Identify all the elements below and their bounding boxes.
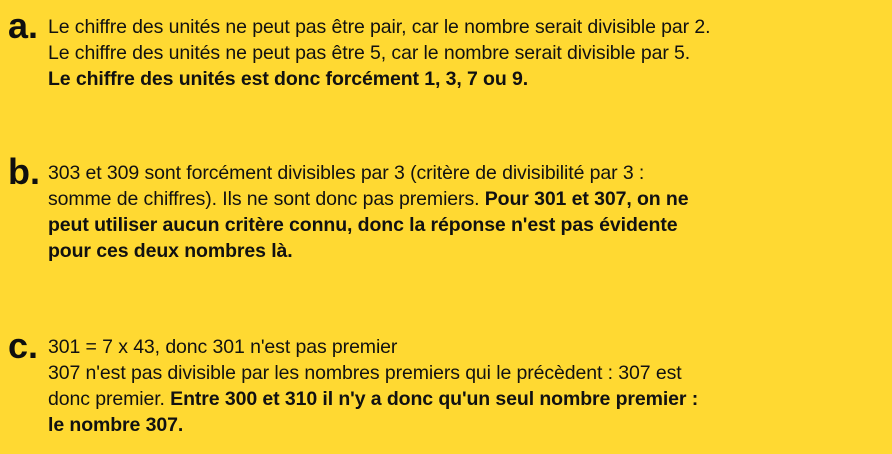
- answer-c-line-1: 301 = 7 x 43, donc 301 n'est pas premier: [48, 336, 398, 358]
- answer-b-line-3: peut utiliser aucun critère connu, donc la réponse n'est pas évidente: [48, 214, 678, 236]
- answer-b-line-2-plain: somme de chiffres). Ils ne sont donc pas premiers.: [48, 188, 485, 210]
- answer-b-line-4: pour ces deux nombres là.: [48, 240, 293, 262]
- answer-c-line-3-bold: Entre 300 et 310 il n'y a donc qu'un seul nombre premier :: [170, 388, 699, 410]
- answer-a-line-1: Le chiffre des unités ne peut pas être pair, car le nombre serait divisible par 2.: [48, 16, 711, 38]
- answer-a-line-2: Le chiffre des unités ne peut pas être 5, car le nombre serait divisible par 5.: [48, 42, 691, 64]
- answer-b-marker: b.: [8, 151, 40, 192]
- answer-b-line-2-bold: Pour 301 et 307, on ne: [484, 188, 689, 210]
- answer-a-text: [48, 14, 886, 92]
- answer-b-text: [48, 160, 886, 264]
- answer-b-line-1: 303 et 309 sont forcément divisibles par 3 (critère de divisibilité par 3 :: [48, 162, 645, 184]
- answer-c-line-2: 307 n'est pas divisible par les nombres premiers qui le précèdent : 307 est: [48, 362, 682, 384]
- answer-c-text: [48, 334, 886, 438]
- answer-c-line-3-plain: donc premier.: [48, 388, 171, 410]
- answer-c-line-4: le nombre 307.: [48, 414, 184, 436]
- answer-b-line-2: [48, 186, 886, 212]
- answer-a-marker: a.: [8, 5, 39, 46]
- answer-c-marker: c.: [8, 325, 39, 366]
- answer-a-conclusion: Le chiffre des unités est donc forcément 1, 3, 7 ou 9.: [48, 68, 529, 90]
- answer-c-line-3: [48, 386, 886, 412]
